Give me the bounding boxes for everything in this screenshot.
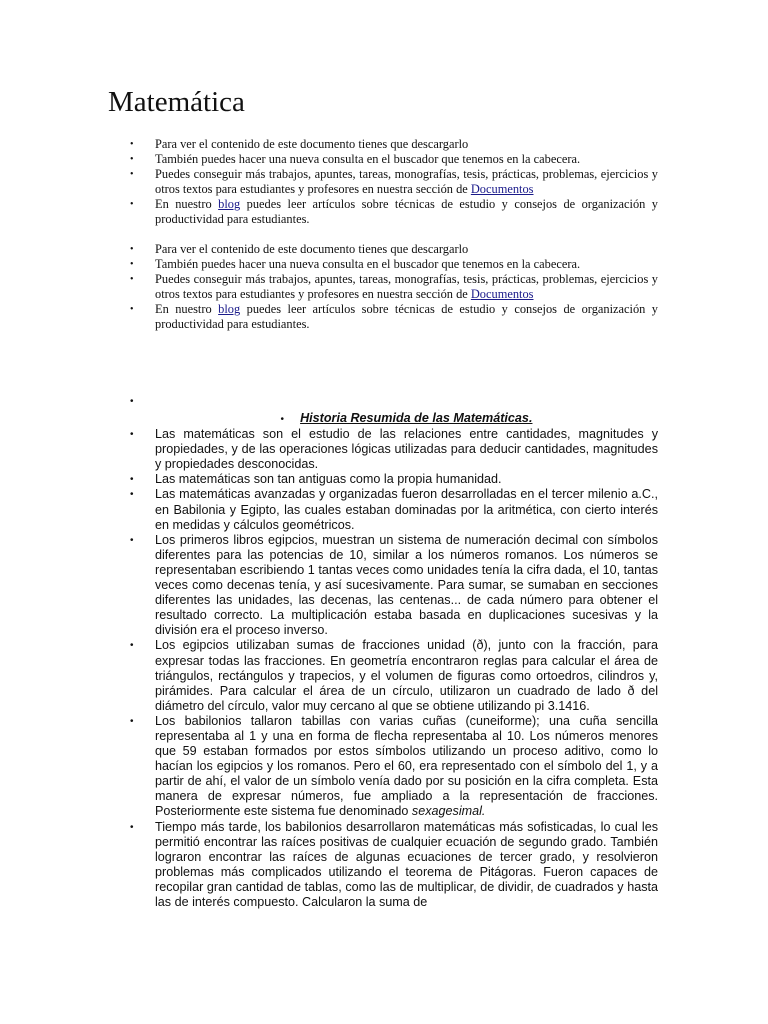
paragraph-text xyxy=(155,714,658,820)
paragraph-text: Los egipcios utilizaban sumas de fracciones unidad (ð), junto con la fracción, para expresar todas las fracciones. En geometría encontraron reglas para calcular el área de triángulos, rectángulos y trapecios, y el volumen de figuras como ortoedros, cilindros y, pirámides. Para calcular el área de un círculo, utilizaron un cuadrado de lado ð del diámetro del círculo, valor muy cercano al que se obtiene utilizando pi 3.1416. xyxy=(155,638,658,713)
text-segment: Puedes conseguir más trabajos, apuntes, tareas, monografías, tesis, prácticas, problemas, ejercicios y otros textos para estudiantes y profesores en nuestra sección de xyxy=(155,167,658,196)
blog-link[interactable]: blog xyxy=(218,197,241,211)
list-item xyxy=(108,487,658,532)
list-item-text: Para ver el contenido de este documento tienes que descargarlo xyxy=(155,137,469,151)
bullet-icon: • xyxy=(130,274,134,285)
bullet-icon: • xyxy=(130,169,134,180)
list-item xyxy=(108,427,658,472)
text-segment: Los babilonios tallaron tabillas con varias cuñas (cuneiforme); una cuña sencilla representaba al 1 y una en forma de flecha representaba al 10. Los números menores que 59 estaban formados por estos símbolos utilizando un proceso aditivo, como lo hacían los egipcios y los romanos. Pero el 60, era representado con el símbolo del 1, y a partir de ahí, el valor de un símbolo venía dado por su posición en la cifra completa. Esta manera de expresar números, fue ampliado a la representación de fracciones. Posteriormente este sistema fue denominado xyxy=(155,713,658,819)
list-item xyxy=(108,820,658,911)
blog-link[interactable]: blog xyxy=(218,302,241,316)
intro-list-2 xyxy=(108,242,658,332)
text-segment: puedes leer artículos sobre técnicas de estudio y consejos de organización y productividad para estudiantes. xyxy=(155,302,659,331)
section-heading-text: Historia Resumida de las Matemáticas. xyxy=(300,411,533,425)
list-item-text: También puedes hacer una nueva consulta en el buscador que tenemos en la cabecera. xyxy=(155,257,581,271)
list-item-text: También puedes hacer una nueva consulta en el buscador que tenemos en la cabecera. xyxy=(155,152,581,166)
list-item xyxy=(108,257,658,272)
list-item xyxy=(108,152,658,167)
text-segment: puedes leer artículos sobre técnicas de estudio y consejos de organización y productividad para estudiantes. xyxy=(155,197,659,226)
list-item-text: Para ver el contenido de este documento tienes que descargarlo xyxy=(155,242,469,256)
bullet-icon: • xyxy=(130,489,134,501)
italic-term: sexagesimal. xyxy=(411,804,486,819)
bullet-icon: • xyxy=(130,199,134,210)
text-segment: En nuestro xyxy=(155,302,219,316)
bullet-icon: • xyxy=(130,715,134,727)
text-segment: Puedes conseguir más trabajos, apuntes, tareas, monografías, tesis, prácticas, problemas, ejercicios y otros textos para estudiantes y profesores en nuestra sección de xyxy=(155,272,658,301)
list-item xyxy=(108,272,658,302)
intro-list-1 xyxy=(108,137,658,227)
bullet-icon: • xyxy=(130,244,134,255)
list-item xyxy=(108,197,658,227)
list-item xyxy=(108,167,658,197)
documentos-link[interactable]: Documentos xyxy=(470,287,534,301)
list-item-text xyxy=(155,167,658,197)
history-list xyxy=(108,411,658,910)
list-item xyxy=(108,714,658,820)
empty-bullet-icon: • xyxy=(130,396,134,407)
documentos-link[interactable]: Documentos xyxy=(470,182,534,196)
paragraph-text: Las matemáticas son tan antiguas como la propia humanidad. xyxy=(155,472,502,487)
list-item-text xyxy=(155,272,658,302)
page-title: Matemática xyxy=(108,86,245,118)
list-item xyxy=(108,638,658,713)
list-item xyxy=(108,137,658,152)
bullet-icon: • xyxy=(280,414,285,425)
paragraph-text: Los primeros libros egipcios, muestran un sistema de numeración decimal con símbolos diferentes para las potencias de 10, similar a los números romanos. Los números se representaban escribiendo 1 tantas veces como unidades tenía la cifra dada, el 10, tantas veces como decenas tenía, y así sucesivamente. Para sumar, se sumaban en secciones diferentes las unidades, las decenas, las centenas... de cada número para obtener el resultado correcto. La multiplicación estaba basada en duplicaciones sucesivas y la división era el proceso inverso. xyxy=(155,532,658,638)
bullet-icon: • xyxy=(130,259,134,270)
bullet-icon: • xyxy=(130,474,134,486)
text-segment: En nuestro xyxy=(155,197,219,211)
paragraph-text: Las matemáticas avanzadas y organizadas fueron desarrolladas en el tercer milenio a.C., en Babilonia y Egipto, las cuales estaban dominadas por la aritmética, con cierto interés en medidas y cálculos geométricos. xyxy=(155,487,658,532)
bullet-icon: • xyxy=(130,534,134,546)
list-item xyxy=(108,242,658,257)
bullet-icon: • xyxy=(130,304,134,315)
list-item-text xyxy=(155,302,658,332)
bullet-icon: • xyxy=(130,139,134,150)
list-item xyxy=(108,533,658,639)
bullet-icon: • xyxy=(130,154,134,165)
paragraph-text: Tiempo más tarde, los babilonios desarrollaron matemáticas más sofisticadas, lo cual les permitió encontrar las raíces positivas de cualquier ecuación de segundo grado. También lograron encontrar las raíces de algunas ecuaciones de tercer grado, y resolvieron problemas más complicados utilizando el teorema de Pitágoras. Fueron capaces de recopilar gran cantidad de tablas, como las de multiplicar, de dividir, de cuadrados y hasta las de interés compuesto. Calcularon la suma de xyxy=(155,819,658,909)
section-heading xyxy=(108,411,658,427)
bullet-icon: • xyxy=(130,429,134,441)
bullet-icon: • xyxy=(130,821,134,833)
paragraph-text: Las matemáticas son el estudio de las relaciones entre cantidades, magnitudes y propiedades, y de las operaciones lógicas utilizadas para deducir cantidades, magnitudes y propiedades desconocidas. xyxy=(155,427,658,472)
bullet-icon: • xyxy=(130,640,134,652)
list-item-text xyxy=(155,197,658,227)
list-item xyxy=(108,472,658,487)
list-item xyxy=(108,302,658,332)
